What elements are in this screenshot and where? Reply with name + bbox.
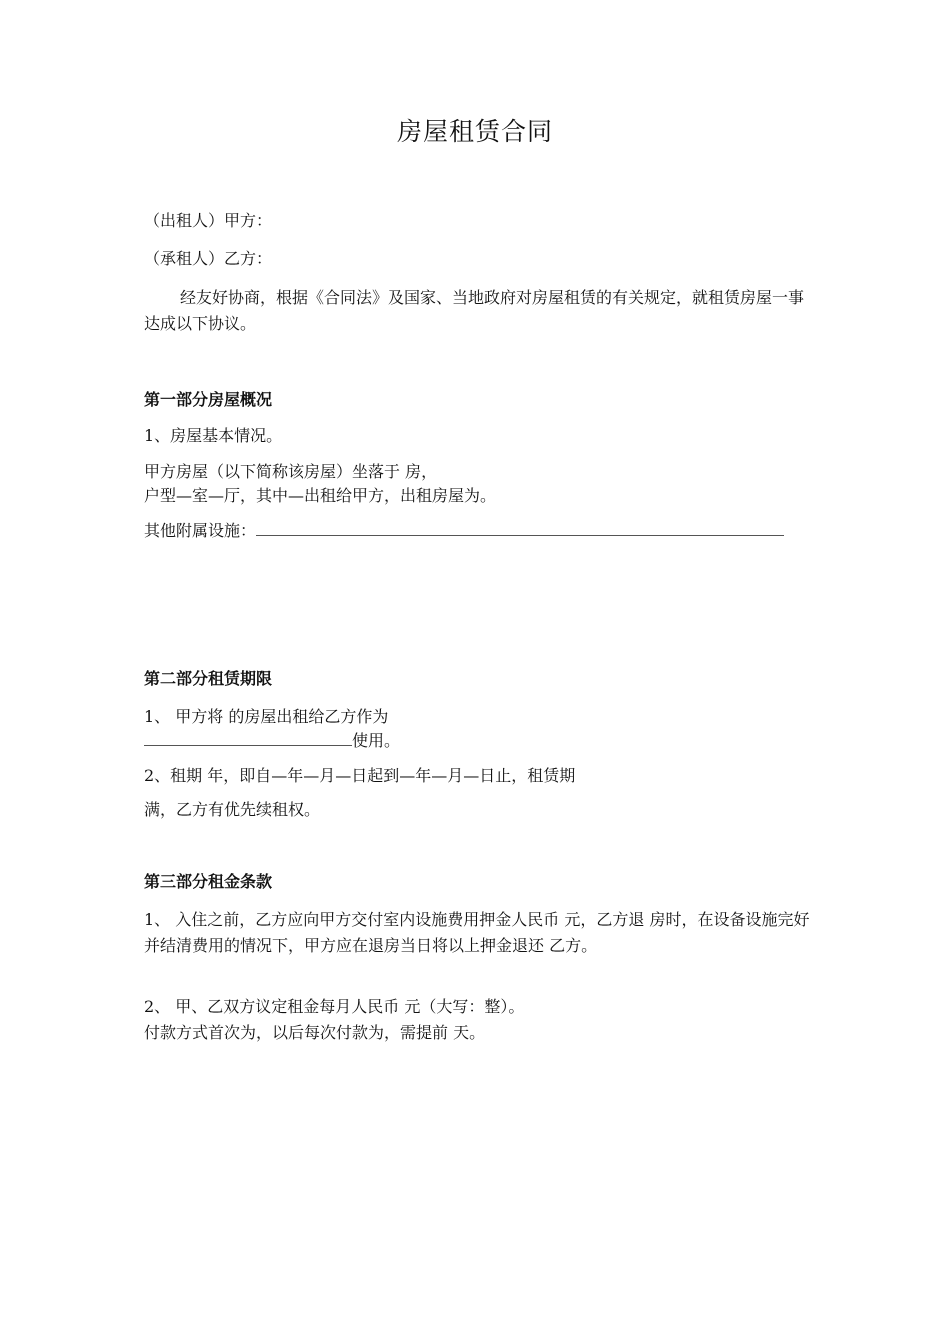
facilities-blank[interactable]	[256, 521, 784, 536]
part2-item2-line2: 满，乙方有优先续租权。	[144, 800, 321, 819]
part3-item2-line2: 付款方式首次为，以后每次付款为，需提前 天。	[144, 1023, 486, 1042]
usage-suffix: 使用。	[352, 731, 401, 750]
part2-item1-line1: 1、 甲方将 的房屋出租给乙方作为	[144, 707, 389, 726]
party-a-line: （出租人）甲方：	[144, 211, 273, 230]
usage-blank[interactable]	[144, 731, 352, 746]
part3-heading: 第三部分租金条款	[144, 872, 273, 891]
part3-item1: 1、 入住之前，乙方应向甲方交付室内设施费用押金人民币 元，乙方退 房时，在设备设施完好并结清费用的情况下，甲方应在退房当日将以上押金退还 乙方。	[144, 910, 810, 955]
part1-location-line1: 甲方房屋（以下简称该房屋）坐落于 房，	[144, 462, 438, 481]
part1-heading: 第一部分房屋概况	[144, 390, 273, 409]
intro-paragraph: 经友好协商，根据《合同法》及国家、当地政府对房屋租赁的有关规定，就租赁房屋一事达成以下协议。	[144, 288, 805, 333]
part2-item2-line1: 2、租期 年，即自—年—月—日起到—年—月—日止，租赁期	[144, 766, 576, 785]
part1-facilities-line	[144, 518, 784, 544]
part2-item1-line2	[144, 728, 400, 754]
part1-location-line2: 户型—室—厅，其中—出租给甲方，出租房屋为。	[144, 486, 497, 505]
part1-item1: 1、房屋基本情况。	[144, 426, 283, 445]
part3-item2-line1: 2、 甲、乙双方议定租金每月人民币 元（大写：整）。	[144, 997, 525, 1016]
party-b-line: （承租人）乙方：	[144, 249, 273, 268]
part2-heading: 第二部分租赁期限	[144, 669, 273, 688]
facilities-label: 其他附属设施：	[144, 521, 257, 540]
document-title: 房屋租赁合同	[396, 117, 553, 146]
